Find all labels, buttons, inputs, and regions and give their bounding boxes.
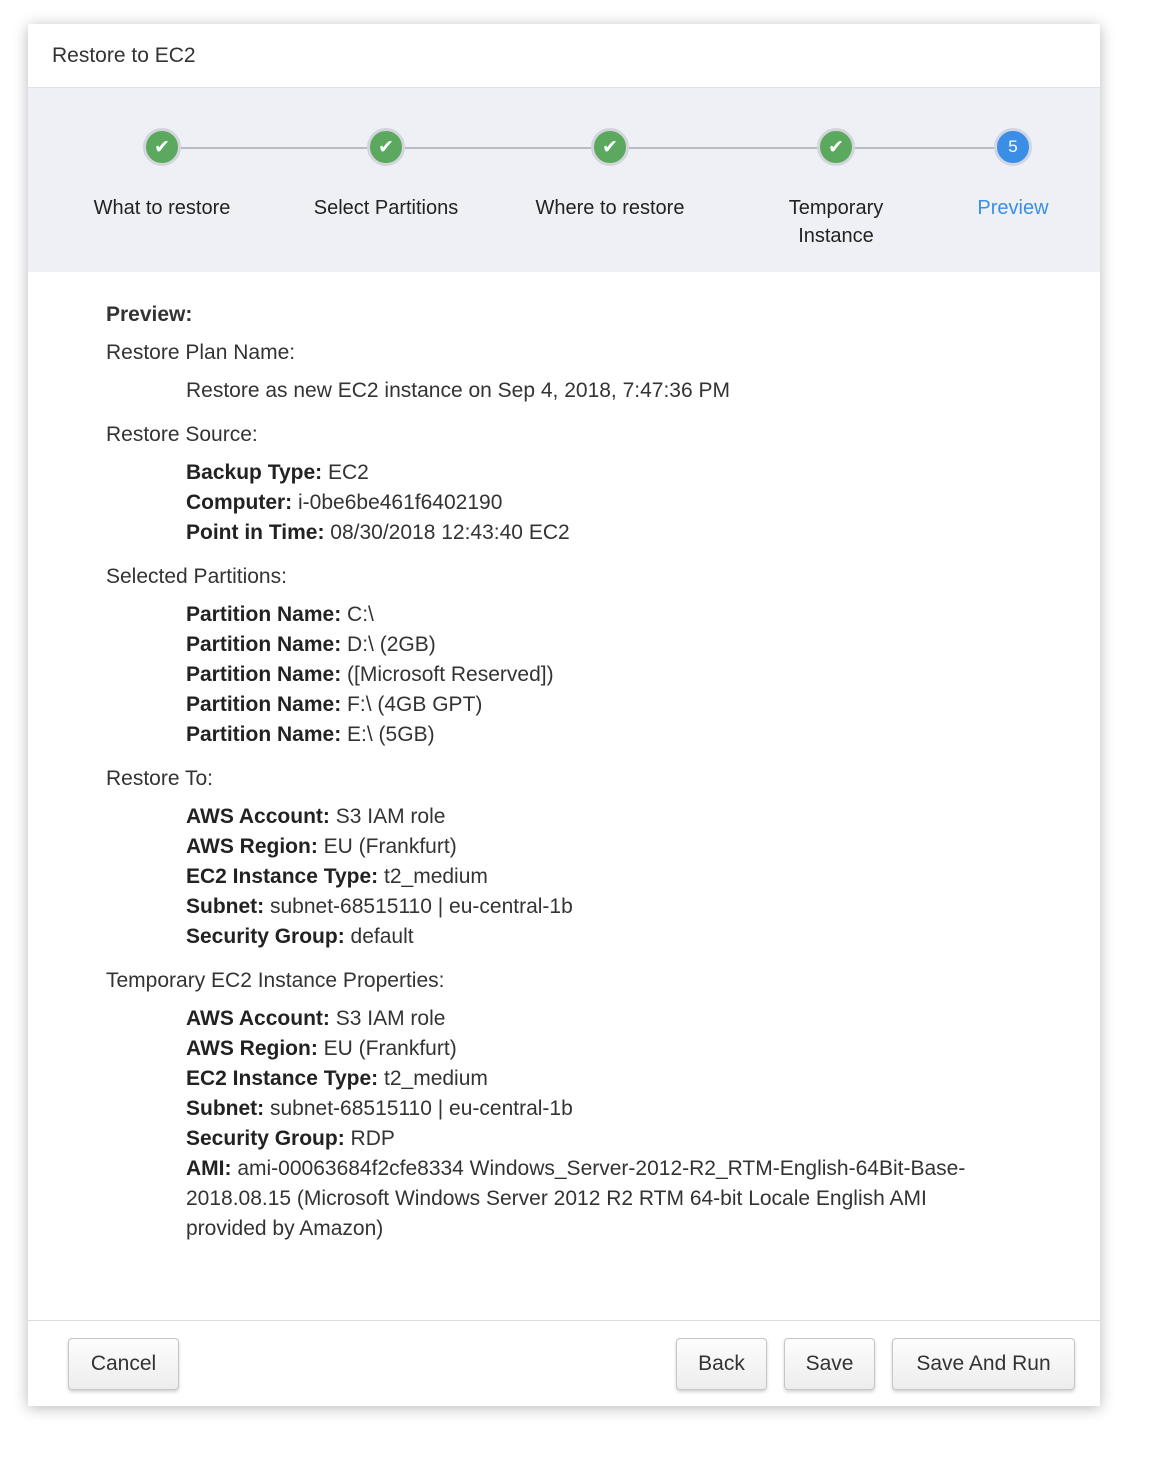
checkmark-icon: ✔ — [591, 128, 629, 166]
detail-row — [186, 1004, 1100, 1034]
checkmark-icon: ✔ — [367, 128, 405, 166]
detail-value: 08/30/2018 12:43:40 EC2 — [330, 521, 570, 544]
detail-row — [186, 458, 1100, 488]
preview-content — [28, 272, 1100, 1244]
detail-value: ([Microsoft Reserved]) — [347, 663, 554, 686]
detail-value: S3 IAM role — [335, 1007, 446, 1030]
detail-value: S3 IAM role — [335, 805, 446, 828]
section-heading-restore-source: Restore Source: — [106, 423, 258, 446]
detail-key: Partition Name: — [186, 723, 342, 746]
section-heading-restore-to: Restore To: — [106, 767, 213, 790]
detail-row — [186, 720, 1100, 750]
detail-value: subnet-68515110 | eu-central-1b — [270, 895, 573, 918]
detail-row — [186, 1094, 1100, 1124]
detail-row — [186, 1124, 1100, 1154]
checkmark-icon: ✔ — [143, 128, 181, 166]
detail-row — [186, 922, 1100, 952]
detail-value: F:\ (4GB GPT) — [347, 693, 483, 716]
step-connector — [629, 147, 835, 149]
detail-value: t2_medium — [384, 865, 488, 888]
detail-row — [186, 832, 1100, 862]
step-number-badge: 5 — [994, 128, 1032, 166]
detail-value: D:\ (2GB) — [347, 633, 436, 656]
detail-row — [186, 518, 1100, 548]
detail-key: AWS Account: — [186, 805, 330, 828]
back-button[interactable]: Back — [676, 1338, 767, 1390]
detail-value: default — [350, 925, 414, 948]
step-connector — [854, 147, 995, 149]
detail-key: Partition Name: — [186, 633, 342, 656]
detail-row — [186, 892, 1100, 922]
detail-row — [186, 1064, 1100, 1094]
detail-value: EU (Frankfurt) — [323, 1037, 457, 1060]
detail-value: EU (Frankfurt) — [323, 835, 457, 858]
detail-value: ami-00063684f2cfe8334 Windows_Server-2012-R2_RTM-English-64Bit-Base-2018.08.15 (Microsoft Windows Server 2012 R2 RTM 64-bit Locale English AMI provided by Amazon) — [186, 1157, 966, 1240]
detail-key: AWS Region: — [186, 1037, 318, 1060]
detail-row — [186, 862, 1100, 892]
section-heading-restore-plan: Restore Plan Name: — [106, 341, 296, 364]
section-heading-temporary-instance: Temporary EC2 Instance Properties: — [106, 969, 445, 992]
detail-value: E:\ (5GB) — [347, 723, 435, 746]
detail-row — [186, 630, 1100, 660]
detail-value: i-0be6be461f6402190 — [298, 491, 503, 514]
detail-value: EC2 — [328, 461, 369, 484]
step-label: Where to restore — [535, 197, 685, 219]
section-restore-source — [106, 458, 1100, 548]
detail-key: Partition Name: — [186, 663, 342, 686]
restore-dialog — [28, 24, 1100, 1406]
detail-value: RDP — [350, 1127, 395, 1150]
detail-key: Point in Time: — [186, 521, 325, 544]
detail-row — [186, 1154, 986, 1244]
wizard-stepper — [28, 88, 1100, 272]
save-and-run-button[interactable]: Save And Run — [892, 1338, 1075, 1390]
detail-key: AWS Account: — [186, 1007, 330, 1030]
detail-key: Backup Type: — [186, 461, 323, 484]
detail-key: Partition Name: — [186, 603, 342, 626]
restore-plan-name: Restore as new EC2 instance on Sep 4, 2018, 7:47:36 PM — [186, 379, 731, 402]
section-selected-partitions — [106, 600, 1100, 750]
detail-value: C:\ — [347, 603, 374, 626]
detail-key: AWS Region: — [186, 835, 318, 858]
step-connector — [181, 147, 386, 149]
step-connector — [405, 147, 610, 149]
dialog-title: Restore to EC2 — [28, 24, 1100, 88]
section-heading-selected-partitions: Selected Partitions: — [106, 565, 287, 588]
detail-key: Subnet: — [186, 1097, 265, 1120]
detail-row — [186, 802, 1100, 832]
cancel-button[interactable]: Cancel — [68, 1338, 179, 1390]
step-label: Select Partitions — [313, 197, 459, 219]
detail-key: Security Group: — [186, 925, 345, 948]
step-label: Preview — [977, 197, 1049, 219]
section-temporary-instance — [106, 1004, 1100, 1244]
detail-key: EC2 Instance Type: — [186, 865, 379, 888]
save-button[interactable]: Save — [784, 1338, 875, 1390]
detail-value: subnet-68515110 | eu-central-1b — [270, 1097, 573, 1120]
detail-key: Partition Name: — [186, 693, 342, 716]
detail-row — [186, 1034, 1100, 1064]
detail-row — [186, 690, 1100, 720]
detail-key: EC2 Instance Type: — [186, 1067, 379, 1090]
section-restore-to — [106, 802, 1100, 952]
detail-value: t2_medium — [384, 1067, 488, 1090]
detail-row — [186, 660, 1100, 690]
preview-heading: Preview: — [106, 303, 193, 326]
detail-key: Subnet: — [186, 895, 265, 918]
detail-key: AMI: — [186, 1157, 232, 1180]
detail-key: Security Group: — [186, 1127, 345, 1150]
detail-key: Computer: — [186, 491, 293, 514]
detail-row — [186, 600, 1100, 630]
step-label: What to restore — [93, 197, 231, 219]
detail-row — [186, 488, 1100, 518]
section-restore-plan — [106, 376, 1100, 406]
dialog-footer — [28, 1320, 1100, 1406]
checkmark-icon: ✔ — [817, 128, 855, 166]
step-label: Temporary Instance — [788, 197, 884, 247]
